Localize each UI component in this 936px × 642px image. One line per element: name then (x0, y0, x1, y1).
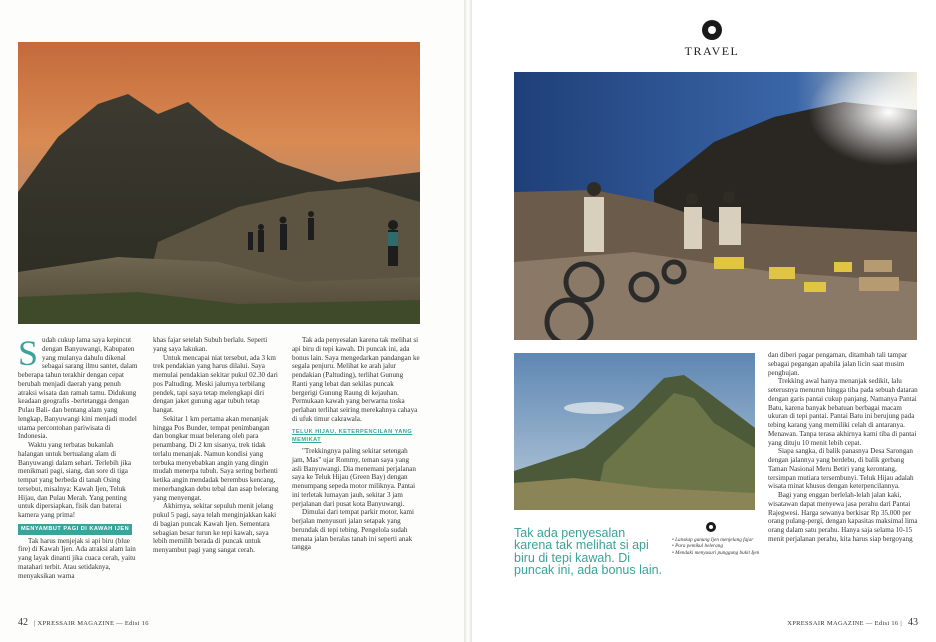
paragraph: Sekitar 1 km pertama akan menanjak hingga Pos Bunder, tempat penimbangan dan bongkar muat belerang oleh para penambang. Di 2 km sisanya, trek tidak terlalu menanjak. Namun kondisi yang terbuka menyebabkan angin yang dingin mudah menerpa tubuh. Saya sering berhenti ketika angin mendadak berembus kencang, menerbangkan debu tebal dan asap belerang yang menyengat. (153, 414, 279, 502)
paragraph: Bagi yang enggan berlelah-lelah jalan kaki, wisatawan dapat menyewa jasa perahu dari Pantai Rajegwesi. Harga sewanya berkisar Rp 35.000 per orang pulang-pergi, dengan kapasitas maksimal lima orang dalam satu perahu. Hanya saja selama 10-15 menit perjalanan perahu, kita harus siap bergoyang (768, 491, 918, 543)
subhead-kawah-ijen: MENYAMBUT PAGI DI KAWAH IJEN (18, 524, 132, 535)
left-footer (18, 617, 153, 628)
left-column-2 (153, 336, 279, 555)
paragraph: Tak ada penyesalan karena tak melihat si api biru di tepi kawah. Di puncak ini, ada bonus lain. Saya mengedarkan pandangan ke segala penjuru. Melihat ke arah jalur pendakian (Paltuding), terlihat Gunung Ranti yang lebat dan sekilas puncak bergerigi Gunung Raung di kejauhan. Permukaan kawah yang berwarna toska perlahan terlihat seiring merekahnya cahaya di ufuk timur cakrawala. (292, 336, 420, 423)
paragraph: Tak harus menjejak si api biru (blue fire) di Kawah Ijen. Ada atraksi alam lain yang layak dinanti jika cuaca cerah, yaitu matahari terbit. Atau setidaknya, menyaksikan warna (18, 536, 136, 580)
caption-item: • Para pemikul belerang (672, 543, 764, 549)
dropcap: S (18, 333, 39, 373)
photo-captions (672, 537, 764, 556)
left-column-3 (292, 336, 420, 552)
magazine-name: XPRESSAIR MAGAZINE — Edisi 16 | (787, 620, 902, 627)
photo-mountain-ridge (514, 353, 755, 510)
caption-logo-icon (706, 522, 716, 532)
subhead-teluk-hijau: TELUK HIJAU, KETERPENCILAN YANG MEMIKAT (292, 428, 413, 444)
paragraph: khas fajar setelah Subuh berlalu. Seperti yang saya lakukan. (153, 336, 268, 353)
left-page (0, 0, 464, 642)
paragraph: udah cukup lama saya kepincut dengan Banyuwangi, Kabupaten yang mulanya dahulu dikenal sebagai sarang ilmu santet, dalam beberapa tahun terakhir dengan cepat berubah menjadi daerah yang penuh atraksi wisata dan ramah tamu. Didukung keadaan geografis -bertetangga dengan Pulau Bali- dan bentang alam yang lengkap, Banyuwangi kini menjadi model utama percontohan pariwisata di Indonesia. (18, 336, 138, 441)
photo-ijen-sunrise (18, 42, 420, 324)
magazine-name: | XPRESSAIR MAGAZINE — Edisi 16 (34, 620, 149, 627)
right-footer (783, 617, 918, 628)
page-number: 43 (908, 617, 918, 628)
paragraph: Siapa sangka, di balik panasnya Desa Sarongan dengan jalannya yang berdebu, di balik gerbang Taman Nasional Meru Betiri yang kerontang, tersimpan mutiara tersembunyi. Teluk Hijau adalah wisata minat khusus dengan keterpencilannya. (768, 447, 914, 491)
paragraph: Untuk mencapai niat tersebut, ada 3 km trek pendakian yang harus dilalui. Saya memulai pendakian sekitar pukul 02.30 dari pos Paltuding. Meski jalurnya terbilang pendek, tapi saya tetap melengkapi diri dengan jaket gunung agar tubuh tetap hangat. (153, 353, 278, 414)
section-title: TRAVEL (684, 44, 740, 58)
pull-quote: Tak ada penyesalan karena tak melihat si api biru di tepi kawah. Di puncak ini, ada bonus lain. (514, 526, 663, 578)
paragraph: Trekking awal hanya menanjak sedikit, lalu seterusnya menurun hingga tiba pada sebuah dataran dengan garis pantai cukup panjang. Namanya Pantai Batu, karena banyak bebatuan berbagai macam ukuran di tepi pantai. Pantai Batu ini berujung pada tebing karang yang memiliki celah di antaranya. Menawan. Tanpa terasa akhirnya kami tiba di pantai yang dituju 10 menit lebih cepat. (768, 377, 918, 447)
paragraph: Dimulai dari tempat parkir motor, kami berjalan menyusuri jalan setapak yang berundak di tepi tebing. Pengelola sudah menata jalan beralas tanah ini seperti anak tangga (292, 508, 415, 552)
caption-item: • Lanskap gunung Ijen menjelang fajar (672, 537, 764, 543)
spine-gutter (464, 0, 472, 642)
paragraph: dan diberi pagar pengaman, ditambah tali tampar sebagai pegangan apabila jalan licin saat musim penghujan. (768, 351, 908, 377)
caption-item: • Mendaki menyusuri punggung bukit Ijen (672, 550, 764, 556)
paragraph: Waktu yang terbatas bukanlah halangan untuk bertualang alam di Banyuwangi dalam sehari. Terlebih jika menikmati pagi, siang, dan sore di tiga tempat yang berbeda di tanah Osing tersebut, misalnya: Kawah Ijen, Teluk Hijau, dan Pulau Merah. Yang penting untuk dipersiapkan, fisik dan baterai kamera yang prima! (18, 441, 132, 519)
paragraph: Akhirnya, sekitar sepuluh menit jelang pukul 5 pagi, saya telah menginjakkan kaki di bagian puncak Kawah Ijen. Sementara sebagian besar turun ke tepi kawah, saya lebih memilih berada di puncak untuk menyambut pagi yang sangat cerah. (153, 502, 277, 554)
left-column-1 (18, 333, 138, 580)
right-column (768, 351, 918, 544)
section-logo-icon (702, 20, 722, 40)
paragraph: "Trekkingnya paling sekitar setengah jam, Mas" ujar Rommy, teman saya yang asli Banyuwangi. Dia menemani perjalanan saya ke Teluk Hijau (Green Bay) dengan menumpang sepeda motor miliknya. Pantai ini terletak lumayan jauh, sekitar 3 jam perjalanan dari pusat kota Banyuwangi. (292, 447, 416, 508)
page-number: 42 (18, 617, 28, 628)
photo-sulfur-miners (514, 72, 917, 340)
